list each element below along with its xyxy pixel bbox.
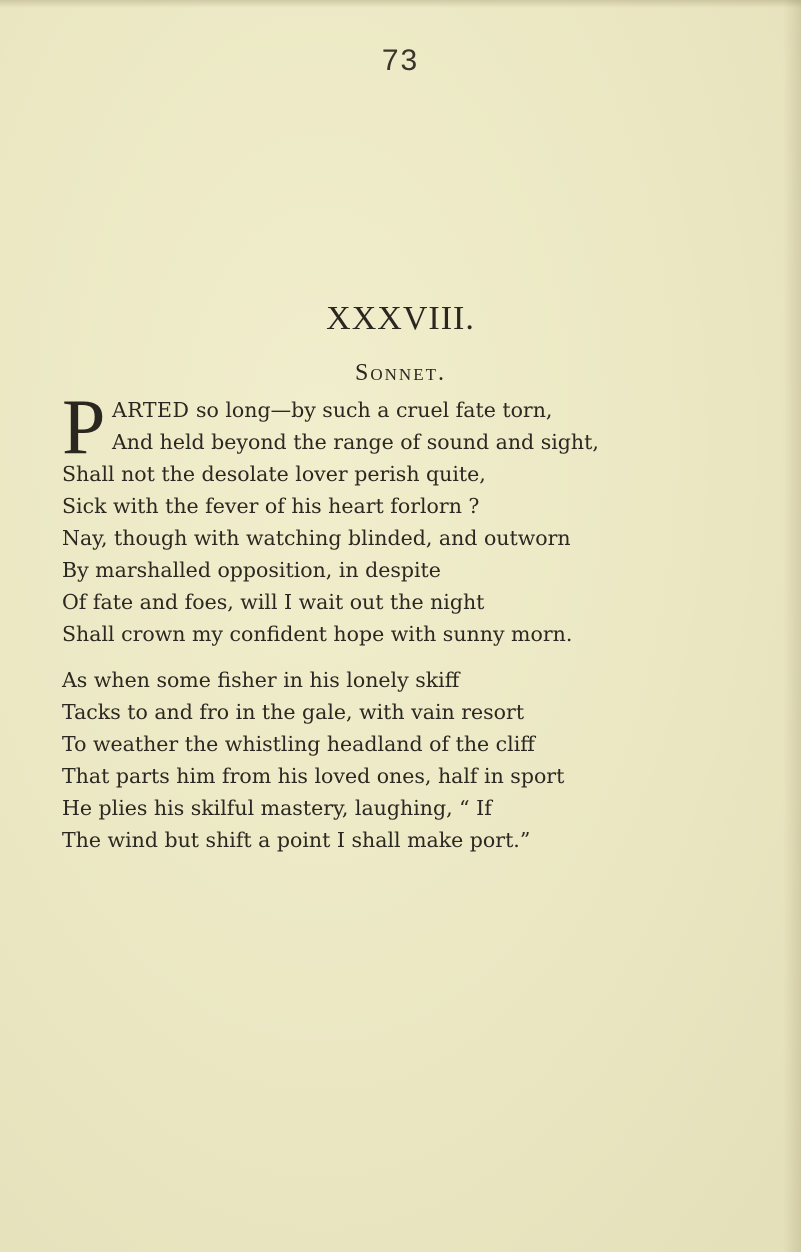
poem-title: Sonnet. <box>355 360 446 386</box>
poem-line-4: Sick with the fever of his heart forlorn ? <box>62 494 480 518</box>
stanza-1 <box>62 383 762 650</box>
poem-line-7: Of fate and foes, will I wait out the night <box>62 590 485 614</box>
poem-line-5: Nay, though with watching blinded, and outworn <box>62 526 571 550</box>
poem-line-12: That parts him from his loved ones, half in sport <box>62 764 565 788</box>
section-number: XXXVIII. <box>326 300 475 337</box>
page-number: 73 <box>381 44 420 77</box>
poem-line-14: The wind but shift a point I shall make port.” <box>62 828 531 852</box>
stanza-2 <box>62 664 762 856</box>
page-top-shadow <box>0 0 801 8</box>
poem-line-10: Tacks to and fro in the gale, with vain resort <box>62 700 525 724</box>
poem-line-8: Shall crown my confident hope with sunny morn. <box>62 622 573 646</box>
line-text: so long—by such a cruel fate torn, <box>189 398 553 422</box>
poem-line-11: To weather the whistling headland of the cliff <box>62 732 535 756</box>
poem-line-2: And held beyond the range of sound and sight, <box>112 430 599 454</box>
drop-cap: P <box>62 383 106 470</box>
poem-line-9: As when some fisher in his lonely skiff <box>62 668 460 692</box>
opening-word-rest: ARTED <box>112 398 190 422</box>
page-edge-shadow <box>783 0 801 1252</box>
poem-line-13: He plies his skilful mastery, laughing, “ If <box>62 796 492 820</box>
poem-line-6: By marshalled opposition, in despite <box>62 558 441 582</box>
poem-line-3: Shall not the desolate lover perish quite, <box>62 462 486 486</box>
